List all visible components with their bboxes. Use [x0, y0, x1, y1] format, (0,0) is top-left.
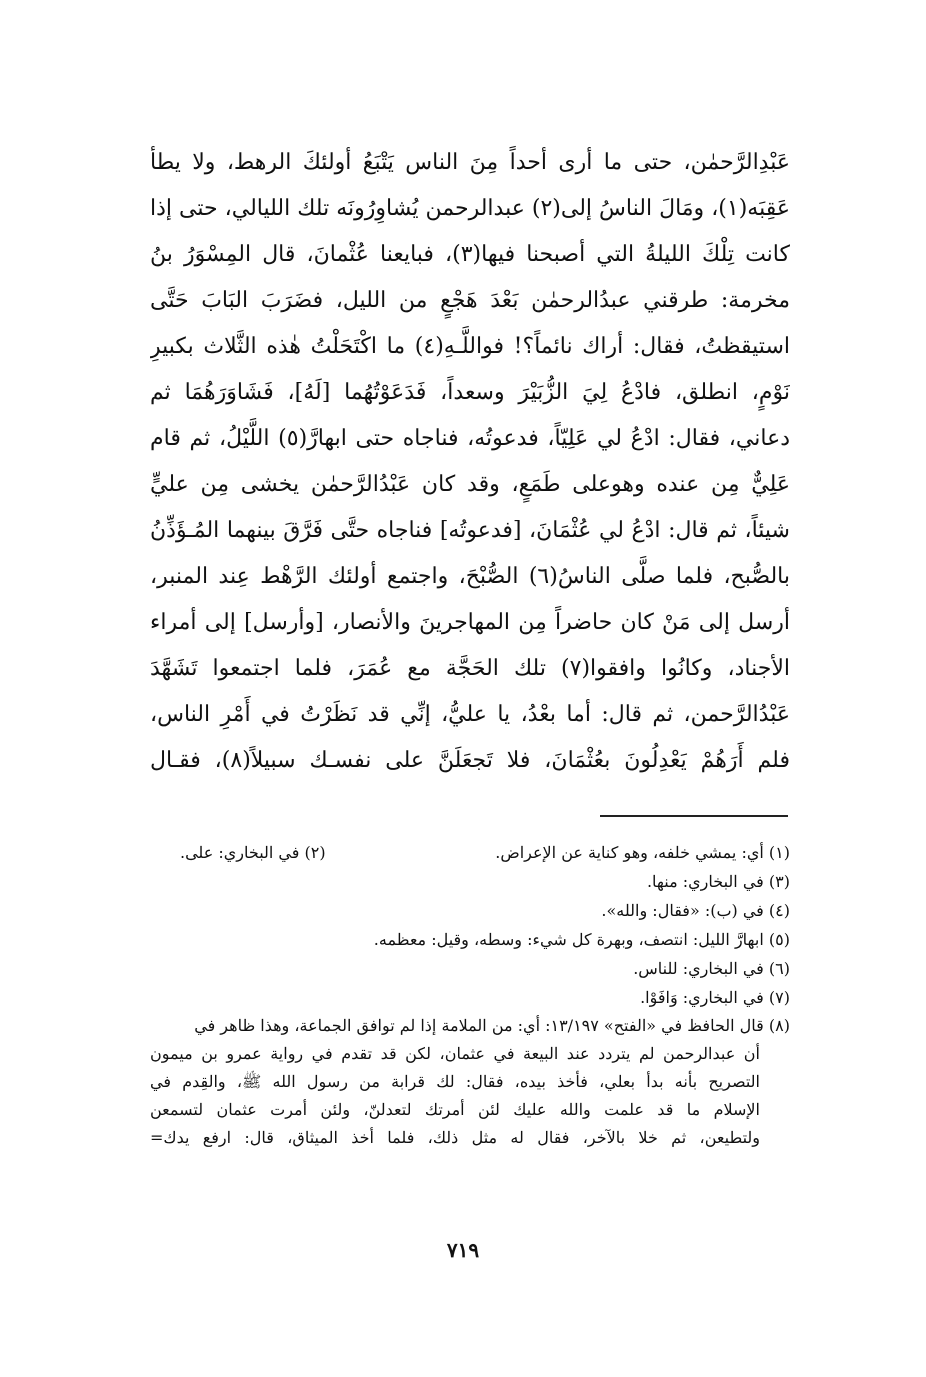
footnote-3: (٣) في البخاري: منها. — [646, 872, 790, 891]
footnotes-section — [150, 838, 790, 1152]
text-line: كانت تِلْكَ الليلةُ التي أصبحنا فيها(٣)، فبايعنا عُثْمانَ، قال المِسْوَرُ بنُ — [150, 242, 790, 267]
text-line: الأجناد، وكانُوا وافقوا(٧) تلك الحَجَّة مع عُمَرَ، فلما اجتمعوا تَشَهَّدَ — [150, 656, 790, 681]
text-line: نَوْمٍ، انطلق، فادْعُ لِيَ الزُّبَيْرَ وسعداً، فَدَعَوْتُهُما [لَهُ]، فَشَاوَرَهُمَا ثم — [150, 380, 790, 405]
footnote-1: (١) أي: يمشي خلفه، وهو كناية عن الإعراض. — [495, 843, 790, 862]
footnote-5: (٥) ابهارَّ الليل: انتصف، وبهرة كل شيء: وسطه، وقيل: معظمه. — [373, 930, 790, 949]
footnote-row — [150, 838, 790, 867]
footnote-divider — [600, 815, 788, 817]
text-line: عَبْدِالرَّحمٰن، حتى ما أرى أحداً مِنَ الناس يَتْبَعُ أولئكَ الرهط، ولا يطأ — [150, 150, 790, 175]
main-text-body — [150, 140, 790, 784]
footnote-8-line: الإسلام ما قد علمت والله عليك لئن أمرتك لتعدلنّ، ولئن أمرت عثمان لتسمعن — [150, 1100, 760, 1119]
footnote-8-continuation — [150, 1040, 790, 1152]
text-line: عَلِيٌّ مِن عنده وهوعلى طَمَعٍ، وقد كان عَبْدُالرَّحمٰن يخشى مِن عليٍّ — [150, 472, 790, 497]
text-line: بالصُّبح، فلما صلَّى الناسُ(٦) الصُّبْحَ، واجتمع أولئك الرَّهْط عِند المنبر، — [150, 564, 790, 589]
footnote-8-line: ولتطيعن، ثم خلا بالآخر، فقال له مثل ذلك، فلما أخذ الميثاق، قال: ارفع يدك= — [150, 1128, 760, 1147]
text-line: دعاني، فقال: ادْعُ لي عَلِيّاً، فدعوتُه، فناجاه حتى ابهارَّ(٥) اللَّيْلُ، ثم قام — [150, 426, 790, 451]
text-line: عَبْدُالرَّحمن، ثم قال: أما بعْدُ، يا عليُّ، إنِّي قد نَظَرْتُ في أَمْرِ الناس، — [150, 702, 790, 727]
footnote-4: (٤) في (ب): «فقال: والله». — [601, 901, 790, 920]
footnote-7: (٧) في البخاري: وَافَوْا. — [640, 988, 790, 1007]
footnote-2: (٢) في البخاري: على. — [180, 843, 326, 862]
text-line: مخرمة: طرقني عبدُالرحمٰن بَعْدَ هَجْعٍ من الليل، فضَرَبَ البَابَ حَتَّى — [150, 288, 790, 313]
footnote-8: (٨) قال الحافظ في «الفتح» ١٣/١٩٧: أي: من الملامة إذا لم توافق الجماعة، وهذا ظاهر في — [194, 1016, 790, 1035]
text-line: فلم أَرَهُمْ يَعْدِلُونَ بعُثْمَانَ، فلا تَجعَلَنَّ على نفسـك سبيلاً(٨)، فقـال — [150, 748, 790, 773]
footnote-6: (٦) في البخاري: للناس. — [633, 959, 790, 978]
footnote-8-line: التصريح بأنه بدأ بعلي، فأخذ بيده، فقال: لك قرابة من رسول الله ﷺ، والقِدم في — [150, 1072, 760, 1091]
page-number: ٧١٩ — [446, 1238, 480, 1262]
text-line: عَقِبَه(١)، ومَالَ الناسُ إلى(٢) عبدالرحمن يُشاوِرُونَه تلك الليالي، حتى إذا — [150, 196, 790, 221]
text-line: شيئاً، ثم قال: ادْعُ لي عُثْمَانَ، [فدعوتُه] فناجاه حتَّى فَرَّقَ بينهما المُـؤَذِّنُ — [150, 518, 790, 543]
text-line: أرسل إلى مَنْ كان حاضراً مِن المهاجرينَ والأنصار، [وأرسل] إلى أمراء — [150, 610, 790, 635]
text-line: استيقظتُ، فقال: أراك نائماً؟! فواللَّـهِ(٤) ما اكْتَحَلْتُ هٰذه الثَّلاث بكبيرِ — [150, 334, 790, 359]
footnote-8-line: أن عبدالرحمن لم يتردد عند البيعة في عثمان، لكن قد تقدم في رواية عمرو بن ميمون — [150, 1044, 760, 1063]
